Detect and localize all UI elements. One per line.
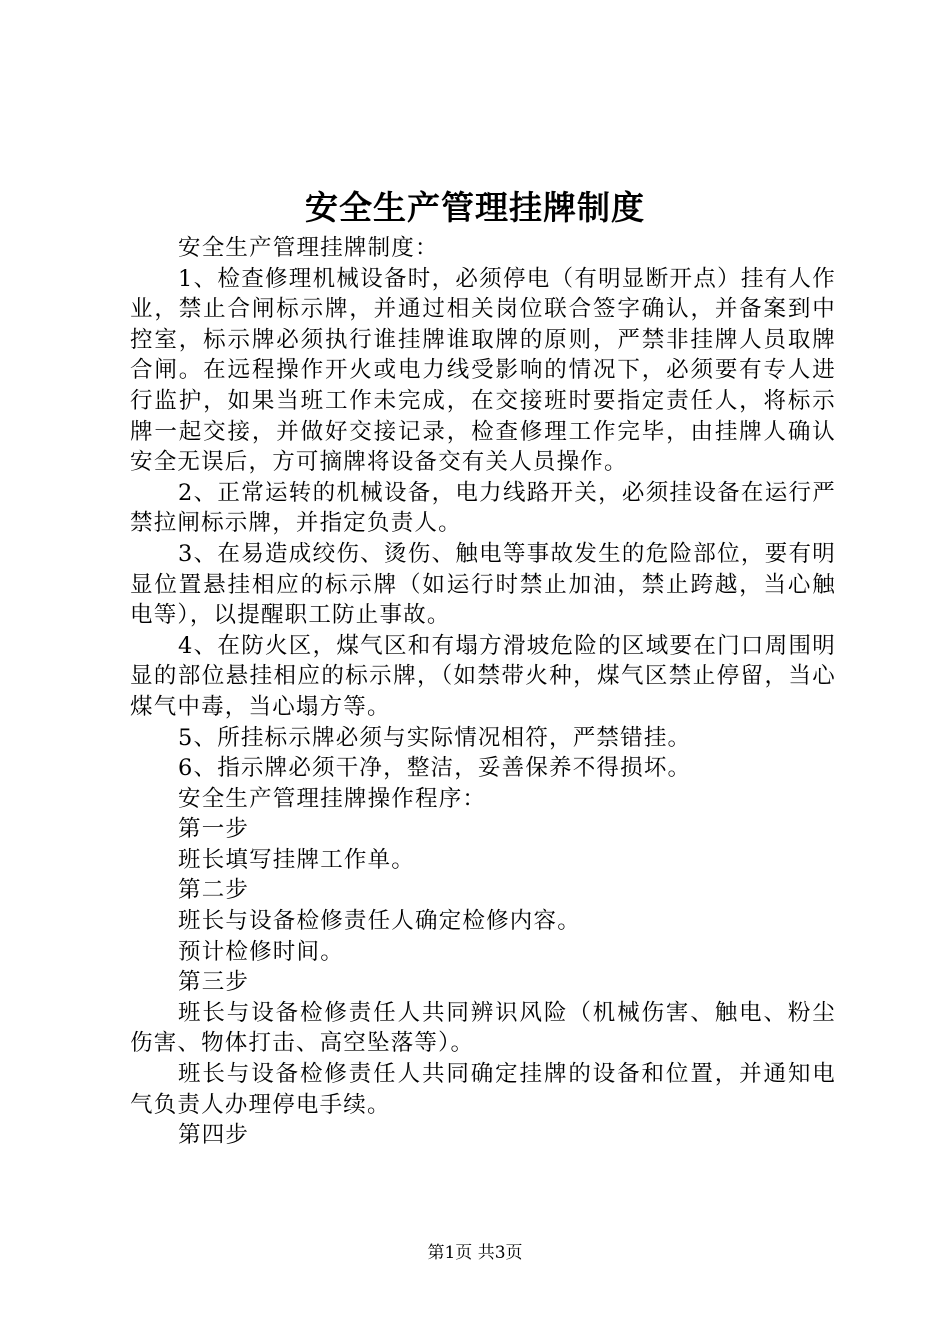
- document-body: [130, 233, 836, 1151]
- body-paragraph: 4、在防火区，煤气区和有塌方滑坡危险的区域要在门口周围明显的部位悬挂相应的标示牌，（如禁带火种，煤气区禁止停留，当心煤气中毒，当心塌方等。: [130, 632, 836, 720]
- body-paragraph: 班长与设备检修责任人共同辨识风险（机械伤害、触电、粉尘伤害、物体打击、高空坠落等）。: [130, 999, 836, 1057]
- body-paragraph: 3、在易造成绞伤、烫伤、触电等事故发生的危险部位，要有明显位置悬挂相应的标示牌（如运行时禁止加油，禁止跨越，当心触电等），以提醒职工防止事故。: [130, 540, 836, 629]
- page-number: 第1页 共3页: [427, 1243, 523, 1263]
- body-paragraph: 第一步: [178, 816, 250, 843]
- body-paragraph: 安全生产管理挂牌操作程序：: [178, 785, 487, 812]
- page-footer: [0, 1241, 950, 1265]
- body-paragraph: 第二步: [178, 877, 250, 904]
- body-paragraph: 6、指示牌必须干净，整洁，妥善保养不得损坏。: [178, 755, 692, 782]
- body-paragraph: 第四步: [178, 1122, 250, 1149]
- body-paragraph: 班长与设备检修责任人共同确定挂牌的设备和位置，并通知电气负责人办理停电手续。: [130, 1061, 836, 1118]
- body-paragraph: 班长与设备检修责任人确定检修内容。: [178, 908, 581, 935]
- body-paragraph: 2、正常运转的机械设备，电力线路开关，必须挂设备在运行严禁拉闸标示牌，并指定负责人。: [130, 479, 836, 537]
- body-paragraph: 1、检查修理机械设备时，必须停电（有明显断开点）挂有人作业，禁止合闸标示牌，并通过相关岗位联合签字确认，并备案到中控室，标示牌必须执行谁挂牌谁取牌的原则，严禁非挂牌人员取牌合闸。在远程操作开火或电力线受影响的情况下，必须要有专人进行监护，如果当班工作未完成，在交接班时要指定责任人，将标示牌一起交接，并做好交接记录，检查修理工作完毕，由挂牌人确认安全无误后，方可摘牌将设备交有关人员操作。: [130, 265, 836, 476]
- body-paragraph: 安全生产管理挂牌制度：: [178, 235, 439, 261]
- body-paragraph: 预计检修时间。: [178, 938, 344, 965]
- body-paragraph: 班长填写挂牌工作单。: [178, 846, 416, 873]
- body-paragraph: 5、所挂标示牌必须与实际情况相符，严禁错挂。: [178, 724, 692, 751]
- body-paragraph: 第三步: [178, 969, 250, 996]
- document-title: 安全生产管理挂牌制度: [305, 188, 645, 227]
